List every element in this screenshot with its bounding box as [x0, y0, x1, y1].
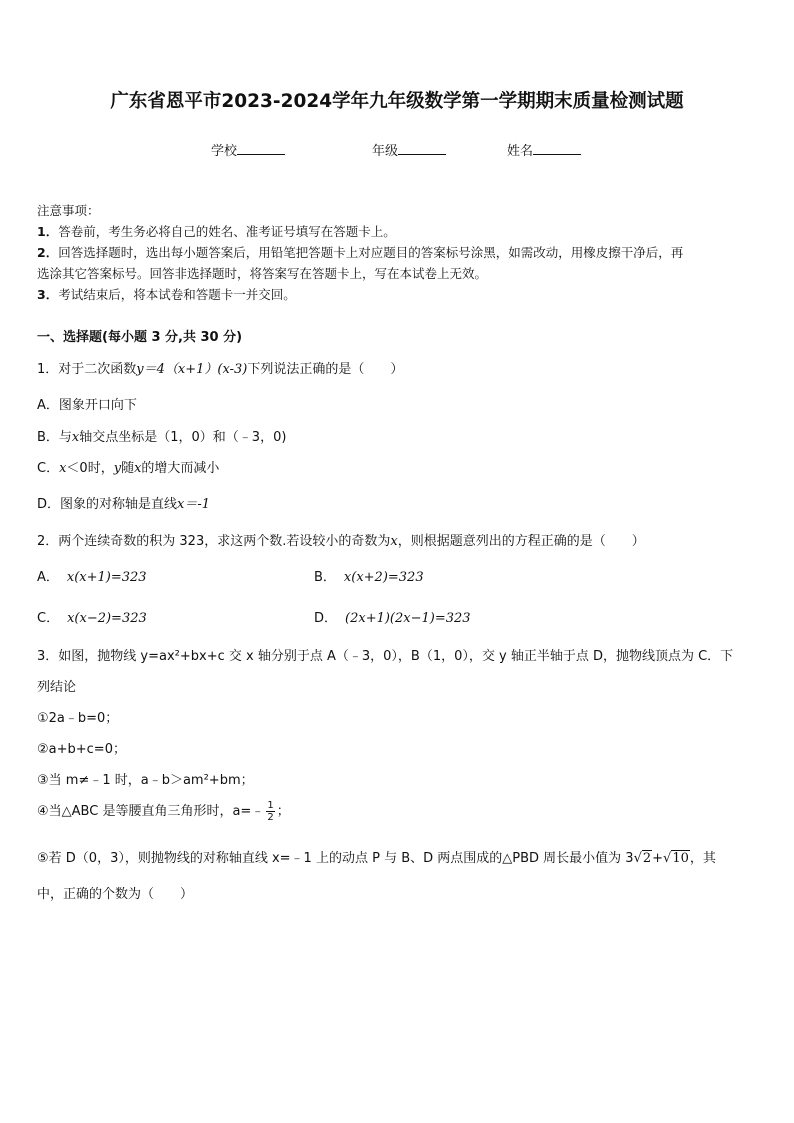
q2-option-a-label: A．: [37, 570, 59, 585]
q3-conclusion-3: ③当 m≠﹣1 时，a﹣b＞am²+bm；: [37, 773, 254, 788]
notice-item-2: [37, 242, 683, 263]
notice-item-3: [37, 284, 296, 305]
grade-field: [372, 140, 446, 159]
page-title: 广东省恩平市2023-2024学年九年级数学第一学期期末质量检测试题: [110, 91, 684, 112]
q1-option-c-text-3: 的增大而减小: [141, 461, 220, 476]
q3-fraction-den: 2: [267, 812, 274, 823]
q2-stem-suffix: ，则根据题意列出的方程正确的是（ ）: [397, 534, 645, 549]
q1-option-b-var: x: [71, 430, 80, 445]
q3-fraction: [266, 800, 274, 823]
notice-item-1: [37, 221, 396, 242]
notice-item-2-num: 2．: [37, 245, 59, 260]
q1-option-c-var-y: y: [113, 461, 122, 476]
q2-option-b-label: B．: [314, 570, 336, 585]
q1-option-b-label: B．与: [37, 430, 72, 445]
notice-item-3-text: 考试结束后，将本试卷和答题卡一并交回。: [58, 287, 296, 302]
q3-conclusion-5-end: ，其: [689, 851, 716, 866]
q3-plus: +: [652, 851, 664, 866]
q1-option-c-label: C．: [37, 461, 60, 476]
q1-option-a: A．图象开口向下: [37, 398, 137, 413]
q1-option-b-text: 轴交点坐标是（1，0）和（﹣3，0): [79, 430, 287, 445]
q1-option-c-var-x: x: [59, 461, 67, 476]
q1-option-b: [37, 426, 286, 445]
q1-option-d: [37, 493, 210, 512]
notice-item-3-num: 3．: [37, 287, 59, 302]
school-label: 学校: [211, 144, 238, 159]
school-field: [211, 140, 285, 159]
sqrt-2: √2: [633, 851, 652, 866]
sqrt-10: √10: [663, 851, 689, 866]
q2-option-d: [314, 607, 471, 626]
name-label: 姓名: [507, 144, 534, 159]
q3-conclusion-5: [37, 847, 716, 866]
sqrt-10-radicand: 10: [672, 851, 689, 866]
q2-option-c-math: x(x−2)=323: [67, 611, 147, 626]
q3-conclusion-5-text: ⑤若 D（0，3），则抛物线的对称轴直线 x=﹣1 上的动点 P 与 B、D 两点围成的△PBD 周长最小值为 3: [37, 851, 634, 866]
name-blank: [533, 142, 581, 155]
notice-header: 注意事项：: [37, 203, 100, 218]
q1-function: y＝4（x+1）(x-3): [136, 362, 248, 377]
q3-conclusion-4-end: ；: [276, 804, 290, 819]
q3-conclusion-1: ①2a﹣b=0；: [37, 711, 119, 726]
q2-option-b-math: x(x+2)=323: [343, 570, 424, 585]
grade-blank: [398, 142, 446, 155]
grade-label: 年级: [372, 144, 399, 159]
q2-option-a-math: x(x+1)=323: [66, 570, 147, 585]
q2-stem-prefix: 2．两个连续奇数的积为 323，求这两个数.若设较小的奇数为: [37, 534, 391, 549]
notice-item-1-num: 1．: [37, 224, 59, 239]
q3-conclusion-2: ②a+b+c=0；: [37, 742, 126, 757]
notice-item-2-cont: 选涂其它答案标号。回答非选择题时，将答案写在答题卡上，写在本试卷上无效。: [37, 266, 488, 281]
q3-fraction-num: 1: [267, 800, 274, 811]
q1-stem: [37, 358, 403, 377]
q2-stem: [37, 530, 645, 549]
q2-option-c-label: C．: [37, 611, 60, 626]
q3-stem-end: 中，正确的个数为（ ）: [37, 887, 194, 902]
q1-option-c-text-1: ＜0时，: [66, 461, 114, 476]
sqrt-2-radicand: 2: [642, 851, 652, 866]
q1-stem-prefix: 1．对于二次函数: [37, 362, 137, 377]
q3-conclusion-4: [37, 800, 290, 823]
q1-option-d-text: D．图象的对称轴是直线: [37, 497, 178, 512]
q2-option-b: [314, 566, 424, 585]
q1-option-c-text-2: 随: [121, 461, 135, 476]
q2-option-d-math: (2x+1)(2x−1)=323: [345, 611, 471, 626]
notice-item-1-text: 答卷前，考生务必将自己的姓名、准考证号填写在答题卡上。: [58, 224, 396, 239]
q2-option-d-label: D．: [314, 611, 338, 626]
q1-stem-suffix: 下列说法正确的是（ ）: [247, 362, 404, 377]
q2-stem-var: x: [390, 534, 398, 549]
q1-option-d-math: x＝-1: [177, 497, 211, 512]
q3-stem-1: 3．如图，抛物线 y=ax²+bx+c 交 x 轴分别于点 A（﹣3，0），B（1，0），交 y 轴正半轴于点 D，抛物线顶点为 C．下: [37, 649, 734, 664]
q2-option-a: [37, 566, 147, 585]
q3-conclusion-4-text: ④当△ABC 是等腰直角三角形时，a=﹣: [37, 804, 265, 819]
q1-option-c: [37, 457, 219, 476]
name-field: [507, 140, 581, 159]
q3-stem-2: 列结论: [37, 680, 77, 695]
school-blank: [237, 142, 285, 155]
notice-item-2-text-1: 回答选择题时，选出每小题答案后，用铅笔把答题卡上对应题目的答案标号涂黑，如需改动，用橡皮擦干净后，再: [58, 245, 684, 260]
section-heading: 一、选择题(每小题 3 分,共 30 分): [37, 330, 243, 345]
q1-option-c-var-x2: x: [134, 461, 142, 476]
q2-option-c: [37, 607, 147, 626]
